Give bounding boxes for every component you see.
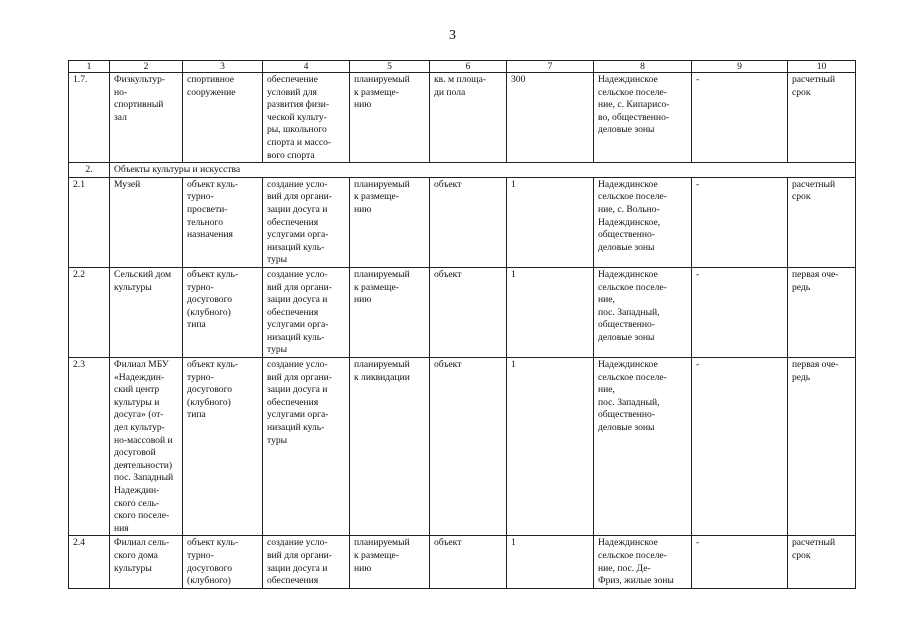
col-number-4: 4 [263,61,350,73]
cell-term: первая оче- редь [788,267,856,357]
col-number-10: 10 [788,61,856,73]
cell-object-name: Филиал МБУ «Надеждин- ский центр культуры и досуга» (от- дел культур- но-массовой и досуговой деятельности) пос. Западный Надеждин- ского сель- ского поселе- ния [110,358,183,536]
cell-status: планируемый к размеще- нию [350,267,430,357]
cell-status: планируемый к размеще- нию [350,73,430,163]
cell-zone: - [692,73,788,163]
cell-number: 2.3 [69,358,110,536]
cell-number: 2.2 [69,267,110,357]
cell-value: 1 [507,177,594,267]
cell-status: планируемый к размеще- нию [350,177,430,267]
column-number-row [69,61,856,73]
table-row-2-3 [69,358,856,536]
planning-objects-table [68,60,856,589]
cell-value: 300 [507,73,594,163]
cell-object-type: спортивное сооружение [183,73,263,163]
cell-location: Надеждинское сельское поселе- ние, пос. Западный, общественно- деловые зоны [594,358,692,536]
cell-purpose: создание усло- вий для органи- зации досуга и обеспечения [263,536,350,588]
cell-unit: кв. м площа- ди пола [430,73,507,163]
cell-zone: - [692,536,788,588]
cell-term: первая оче- редь [788,358,856,536]
cell-object-name: Физкультур- но- спортивный зал [110,73,183,163]
col-number-7: 7 [507,61,594,73]
col-number-2: 2 [110,61,183,73]
col-number-3: 3 [183,61,263,73]
section-row-2 [69,163,856,178]
cell-object-name: Сельский дом культуры [110,267,183,357]
cell-value: 1 [507,267,594,357]
cell-object-name: Филиал сель- ского дома культуры [110,536,183,588]
table-row-2-4 [69,536,856,588]
cell-number: 1.7. [69,73,110,163]
cell-zone: - [692,177,788,267]
cell-unit: объект [430,267,507,357]
cell-unit: объект [430,358,507,536]
section-title: Объекты культуры и искусства [110,163,856,178]
col-number-1: 1 [69,61,110,73]
cell-object-type: объект куль- турно- досугового (клубного) типа [183,358,263,536]
cell-zone: - [692,358,788,536]
cell-purpose: обеспечение условий для развития физи- ческой культу- ры, школьного спорта и массо- вого спорта [263,73,350,163]
cell-status: планируемый к размеще- нию [350,536,430,588]
cell-location: Надеждинское сельское поселе- ние, пос. Де- Фриз, жилые зоны [594,536,692,588]
page-number: 3 [449,28,456,43]
cell-unit: объект [430,536,507,588]
cell-number: 2.4 [69,536,110,588]
cell-object-name: Музей [110,177,183,267]
cell-zone: - [692,267,788,357]
cell-location: Надеждинское сельское поселе- ние, с. Кипарисо- во, общественно- деловые зоны [594,73,692,163]
cell-object-type: объект куль- турно- просвети- тельного назначения [183,177,263,267]
table-row-1-7 [69,73,856,163]
col-number-9: 9 [692,61,788,73]
cell-number: 2.1 [69,177,110,267]
section-number: 2. [69,163,110,178]
cell-status: планируемый к ликвидации [350,358,430,536]
cell-purpose: создание усло- вий для органи- зации досуга и обеспечения услугами орга- низаций куль- туры [263,358,350,536]
cell-value: 1 [507,358,594,536]
table-row-2-1 [69,177,856,267]
cell-term: расчетный срок [788,536,856,588]
cell-location: Надеждинское сельское поселе- ние, пос. Западный, общественно- деловые зоны [594,267,692,357]
col-number-8: 8 [594,61,692,73]
cell-term: расчетный срок [788,73,856,163]
cell-unit: объект [430,177,507,267]
cell-purpose: создание усло- вий для органи- зации досуга и обеспечения услугами орга- низаций куль- туры [263,267,350,357]
col-number-5: 5 [350,61,430,73]
col-number-6: 6 [430,61,507,73]
table-row-2-2 [69,267,856,357]
cell-object-type: объект куль- турно- досугового (клубного) типа [183,267,263,357]
cell-purpose: создание усло- вий для органи- зации досуга и обеспечения услугами орга- низаций куль- туры [263,177,350,267]
cell-object-type: объект куль- турно- досугового (клубного) [183,536,263,588]
cell-value: 1 [507,536,594,588]
cell-location: Надеждинское сельское поселе- ние, с. Вольно- Надеждинское, общественно- деловые зоны [594,177,692,267]
cell-term: расчетный срок [788,177,856,267]
